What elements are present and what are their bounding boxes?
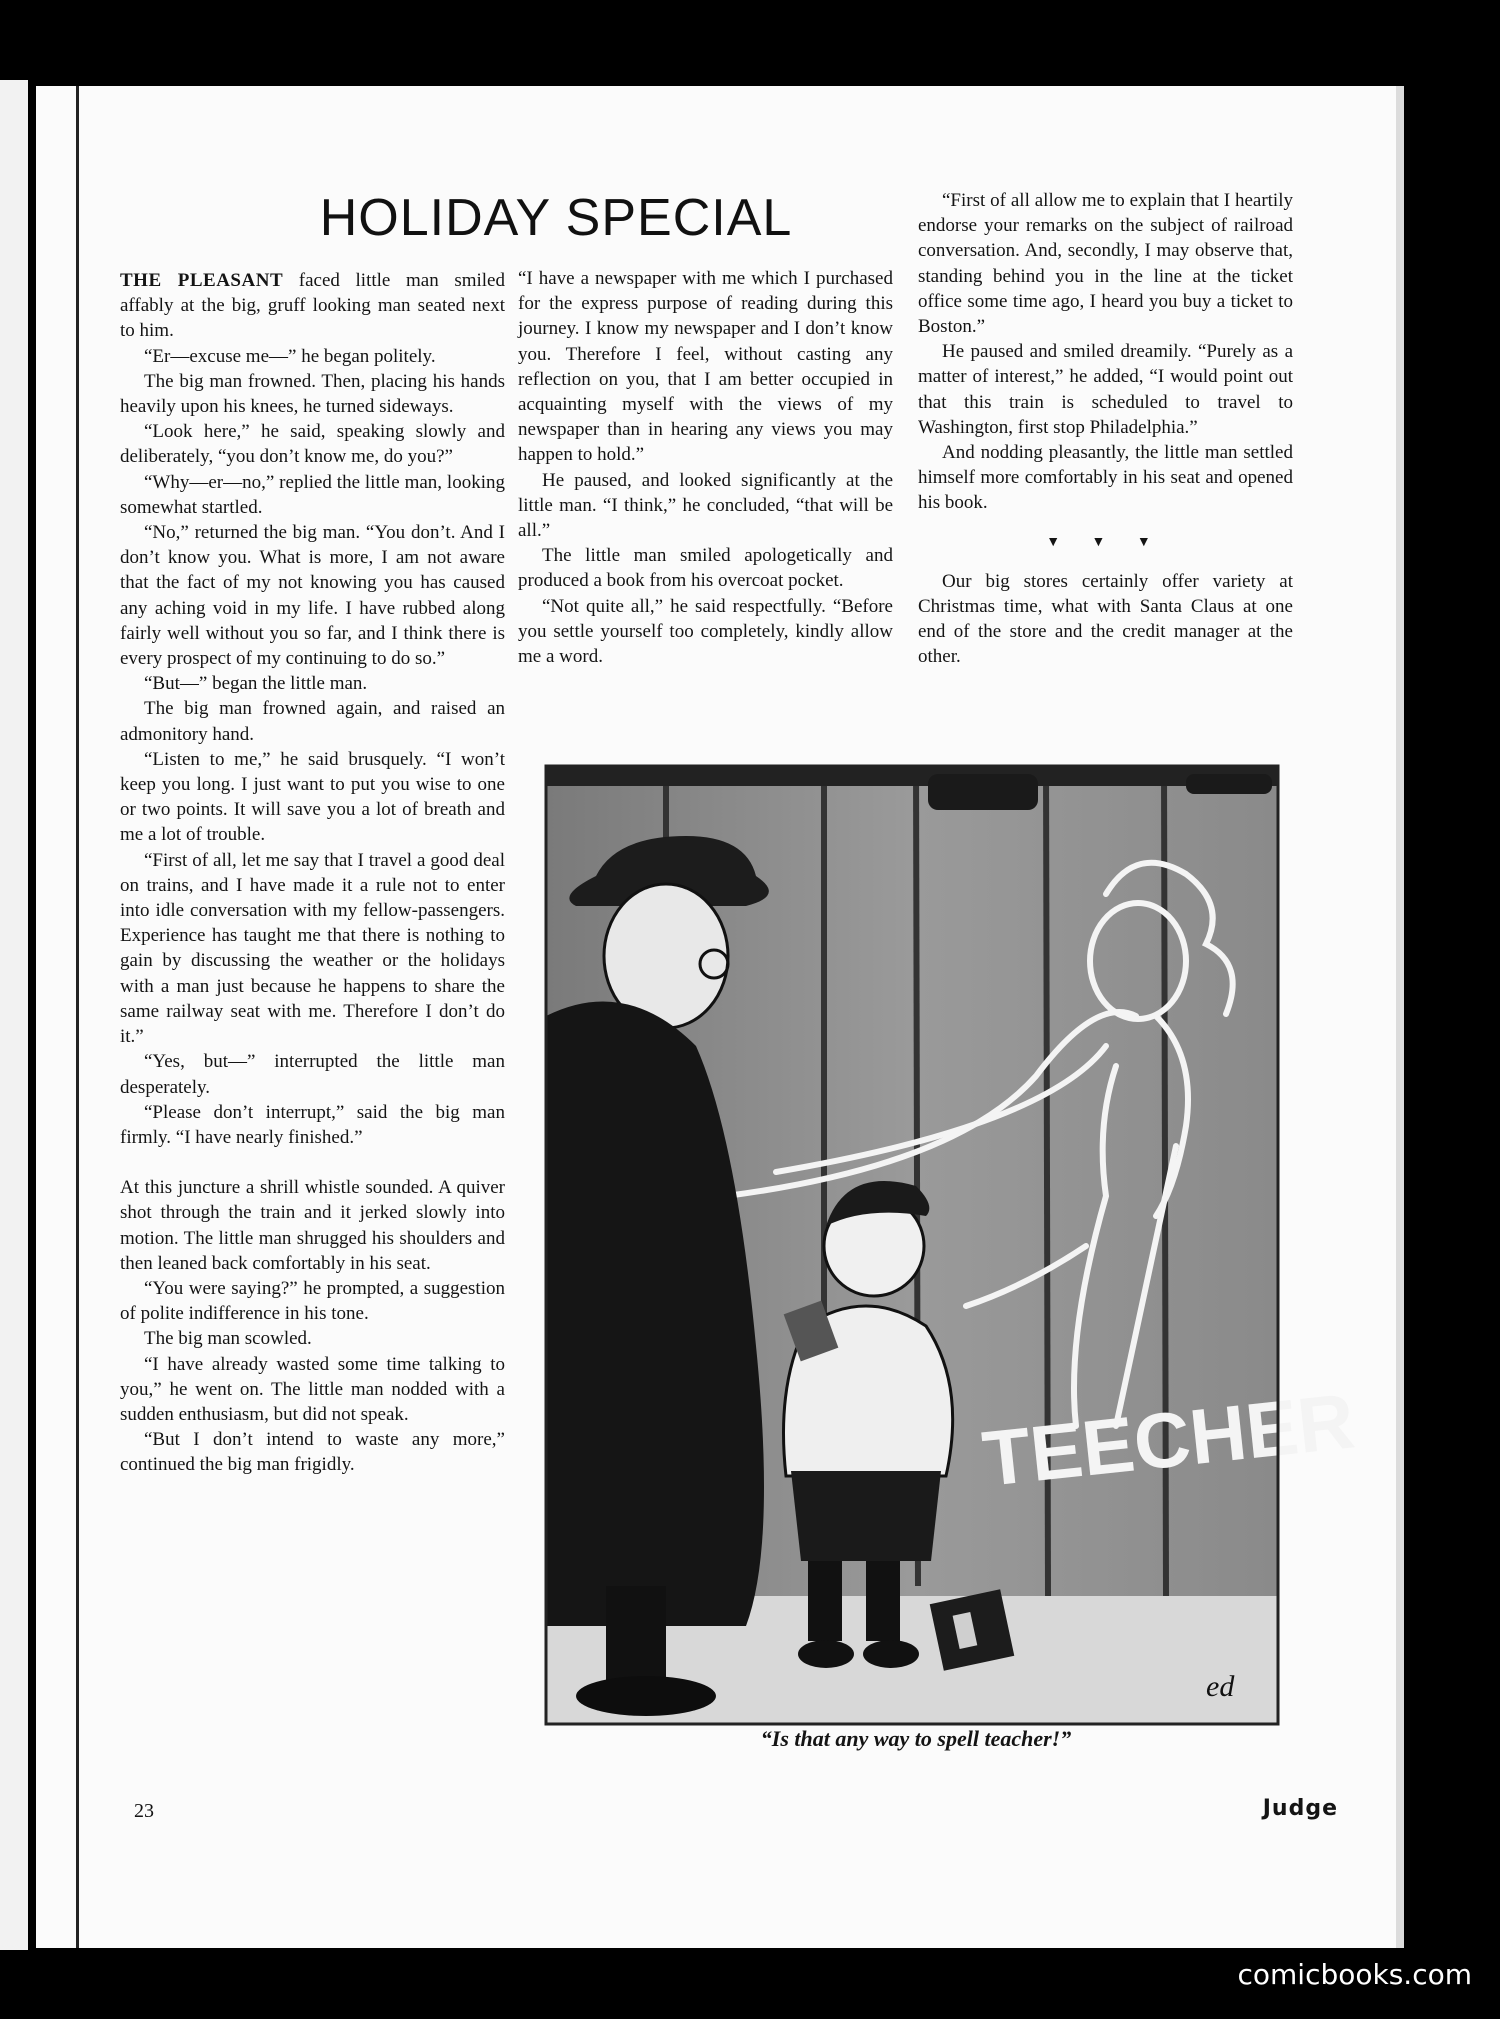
article-column-3 bbox=[918, 188, 1293, 670]
paragraph: “No,” returned the big man. “You don’t. And I don’t know you. What is more, I am not aware that the fact of my not knowing you has caused any aching void in my life. I have rubbed along fairly well without you so far, and I think there is every prospect of my continuing to do so.” bbox=[120, 522, 505, 670]
joke-paragraph: Our big stores certainly offer variety at Christmas time, what with Santa Claus at one end of the store and the credit manager at the other. bbox=[918, 570, 1293, 668]
article-column-1 bbox=[120, 268, 505, 1478]
paragraph: “But I don’t intend to waste any more,” continued the big man frigidly. bbox=[120, 1429, 505, 1476]
page-number: 23 bbox=[134, 1800, 154, 1822]
paragraph: “Why—er—no,” replied the little man, looking somewhat startled. bbox=[120, 471, 505, 518]
paragraph: “Look here,” he said, speaking slowly and deliberately, “you don’t know me, do you?” bbox=[120, 421, 505, 468]
magazine-page bbox=[36, 86, 1404, 1948]
paragraph: The big man scowled. bbox=[144, 1328, 312, 1350]
paragraph: “Please don’t interrupt,” said the big man firmly. “I have nearly finished.” bbox=[120, 1101, 505, 1148]
article-title: HOLIDAY SPECIAL bbox=[319, 189, 793, 247]
magazine-name: Judge bbox=[1262, 1796, 1338, 1821]
lead-in: THE PLEASANT bbox=[120, 270, 284, 291]
site-watermark: comicbooks.com bbox=[1237, 1958, 1472, 1991]
paragraph: “First of all, let me say that I travel a good deal on trains, and I have made it a rule not to enter into idle conversation with my fellow-passengers. Experience has taught me that there is nothing to gain by discussing the weather or the holidays with a man just because he happens to share the same railway seat with me. Therefore I don’t do it.” bbox=[120, 849, 505, 1048]
paragraph: “Not quite all,” he said respectfully. “Before you settle yourself too completely, kindly allow me a word. bbox=[518, 595, 893, 668]
paragraph: “Yes, but—” interrupted the little man desperately. bbox=[120, 1051, 505, 1098]
paragraph: “First of all allow me to explain that I heartily endorse your remarks on the subject of railroad conversation. And, secondly, I may observe that, standing behind you in the line at the ticket office some time ago, I heard you buy a ticket to Boston.” bbox=[918, 190, 1293, 338]
paragraph: “I have a newspaper with me which I purchased for the express purpose of reading during this journey. I know my newspaper and I don’t know you. Therefore I feel, without casting any reflection on you, that I am better occupied in acquainting myself with the views of my newspaper than in hearing any views you may happen to hold.” bbox=[518, 268, 893, 466]
paragraph: “Listen to me,” he said brusquely. “I won’t keep you long. I just want to put you wise to one or two points. It will save you a lot of breath and me a lot of trouble. bbox=[120, 748, 505, 846]
article-column-2 bbox=[518, 266, 893, 669]
paragraph: “I have already wasted some time talking to you,” he went on. The little man nodded with a sudden enthusiasm, but did not speak. bbox=[120, 1353, 505, 1425]
page-gutter-line bbox=[76, 86, 79, 1948]
cartoon-caption: “Is that any way to spell teacher!” bbox=[760, 1726, 1072, 1751]
lead-paragraph: THE PLEASANT faced little man smiled affably at the big, gruff looking man seated next to him. bbox=[120, 270, 505, 342]
paragraph: “Er—excuse me—” he began politely. bbox=[144, 345, 436, 367]
paragraph: The little man smiled apologetically and produced a book from his overcoat pocket. bbox=[518, 545, 893, 592]
paragraph: The big man frowned. Then, placing his hands heavily upon his knees, he turned sideways. bbox=[120, 370, 505, 418]
artist-signature: ed bbox=[1206, 1670, 1235, 1703]
paragraph: And nodding pleasantly, the little man settled himself more comfortably in his seat and opened his book. bbox=[918, 442, 1293, 514]
cartoon-illustration bbox=[546, 766, 1359, 1724]
adjacent-page-edge bbox=[0, 80, 28, 1950]
paragraph: “But—” began the little man. bbox=[144, 673, 368, 695]
paragraph: The big man frowned again, and raised an admonitory hand. bbox=[120, 698, 505, 745]
section-divider: ▼ ▼ ▼ bbox=[1046, 534, 1165, 550]
paragraph: “You were saying?” he prompted, a suggestion of polite indifference in his tone. bbox=[120, 1277, 505, 1325]
paragraph: He paused, and looked significantly at the little man. “I think,” he concluded, “that will be all.” bbox=[518, 469, 893, 542]
paragraph: At this juncture a shrill whistle sounded. A quiver shot through the train and it jerked slowly into motion. The little man shrugged his shoulders and then leaned back comfortably in his seat. bbox=[120, 1177, 505, 1274]
chalk-word: TEECHER bbox=[978, 1376, 1359, 1503]
paragraph: He paused and smiled dreamily. “Purely as a matter of interest,” he added, “I would point out that this train is scheduled to travel to Washington, first stop Philadelphia.” bbox=[918, 341, 1293, 438]
